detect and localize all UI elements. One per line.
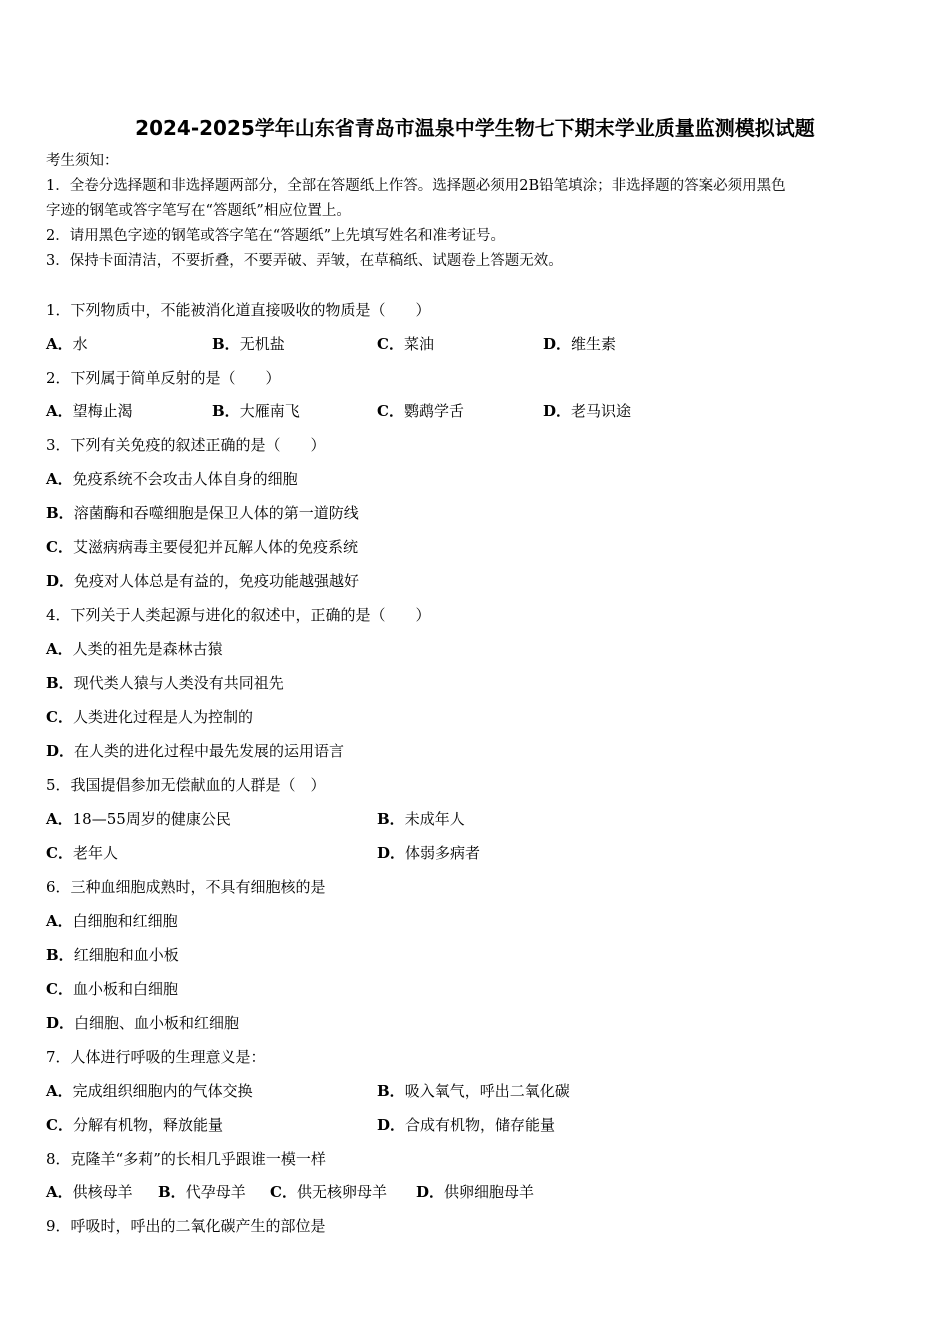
- option: C．老年人: [46, 844, 118, 862]
- question-stem: 7．人体进行呼吸的生理意义是：: [46, 1048, 266, 1066]
- option: D．在人类的进化过程中最先发展的运用语言: [46, 742, 345, 760]
- notice-heading: 考生须知：: [46, 153, 119, 169]
- option: C．艾滋病病毒主要侵犯并瓦解人体的免疫系统: [46, 538, 358, 556]
- question-stem: 8．克隆羊“多莉”的长相几乎跟谁一模一样: [46, 1150, 326, 1168]
- question-stem: 4．下列关于人类起源与进化的叙述中，正确的是（ ）: [46, 606, 431, 624]
- question-stem: 1．下列物质中，不能被消化道直接吸收的物质是（ ）: [46, 301, 431, 319]
- option: D．合成有机物，储存能量: [377, 1116, 556, 1134]
- option: B．无机盐: [212, 335, 285, 353]
- option: D．维生素: [543, 335, 617, 353]
- question-stem: 9．呼吸时，呼出的二氧化碳产生的部位是: [46, 1217, 326, 1235]
- notice-line: 1．全卷分选择题和非选择题两部分，全部在答题纸上作答。选择题必须用2B铅笔填涂；非选择题的答案必须用黑色: [46, 178, 786, 194]
- option: A．白细胞和红细胞: [46, 912, 178, 930]
- option: D．体弱多病者: [377, 844, 481, 862]
- option: A．供核母羊: [46, 1183, 133, 1201]
- option: C．供无核卵母羊: [270, 1183, 387, 1201]
- option: B．代孕母羊: [158, 1183, 246, 1201]
- option: C．鹦鹉学舌: [377, 402, 464, 420]
- option: A．人类的祖先是森林古猿: [46, 640, 223, 658]
- question-stem: 2．下列属于简单反射的是（ ）: [46, 369, 281, 387]
- option: A．完成组织细胞内的气体交换: [46, 1082, 253, 1100]
- option: C．菜油: [377, 335, 434, 353]
- option: C．分解有机物，释放能量: [46, 1116, 223, 1134]
- option: C．血小板和白细胞: [46, 980, 178, 998]
- option: A．望梅止渴: [46, 402, 133, 420]
- option: B．吸入氧气，呼出二氧化碳: [377, 1082, 570, 1100]
- option: C．人类进化过程是人为控制的: [46, 708, 253, 726]
- option: A．免疫系统不会攻击人体自身的细胞: [46, 470, 298, 488]
- page-title: 2024-2025学年山东省青岛市温泉中学生物七下期末学业质量监测模拟试题: [135, 116, 815, 140]
- option: D．老马识途: [543, 402, 632, 420]
- option: B．大雁南飞: [212, 402, 300, 420]
- option: B．红细胞和血小板: [46, 946, 179, 964]
- question-stem: 3．下列有关免疫的叙述正确的是（ ）: [46, 436, 326, 454]
- notice-line: 2．请用黑色字迹的钢笔或答字笔在“答题纸”上先填写姓名和准考证号。: [46, 228, 506, 244]
- option: B．现代类人猿与人类没有共同祖先: [46, 674, 284, 692]
- option: D．免疫对人体总是有益的，免疫功能越强越好: [46, 572, 360, 590]
- option: A．水: [46, 335, 88, 353]
- notice-line: 3．保持卡面清洁，不要折叠，不要弄破、弄皱，在草稿纸、试题卷上答题无效。: [46, 253, 563, 269]
- question-stem: 6．三种血细胞成熟时，不具有细胞核的是: [46, 878, 326, 896]
- option: D．供卵细胞母羊: [416, 1183, 535, 1201]
- option: B．未成年人: [377, 810, 465, 828]
- question-stem: 5．我国提倡参加无偿献血的人群是（ ）: [46, 776, 326, 794]
- option: D．白细胞、血小板和红细胞: [46, 1014, 240, 1032]
- option: B．溶菌酶和吞噬细胞是保卫人体的第一道防线: [46, 504, 359, 522]
- option: A．18—55周岁的健康公民: [46, 810, 231, 828]
- notice-line: 字迹的钢笔或答字笔写在“答题纸”相应位置上。: [46, 203, 351, 219]
